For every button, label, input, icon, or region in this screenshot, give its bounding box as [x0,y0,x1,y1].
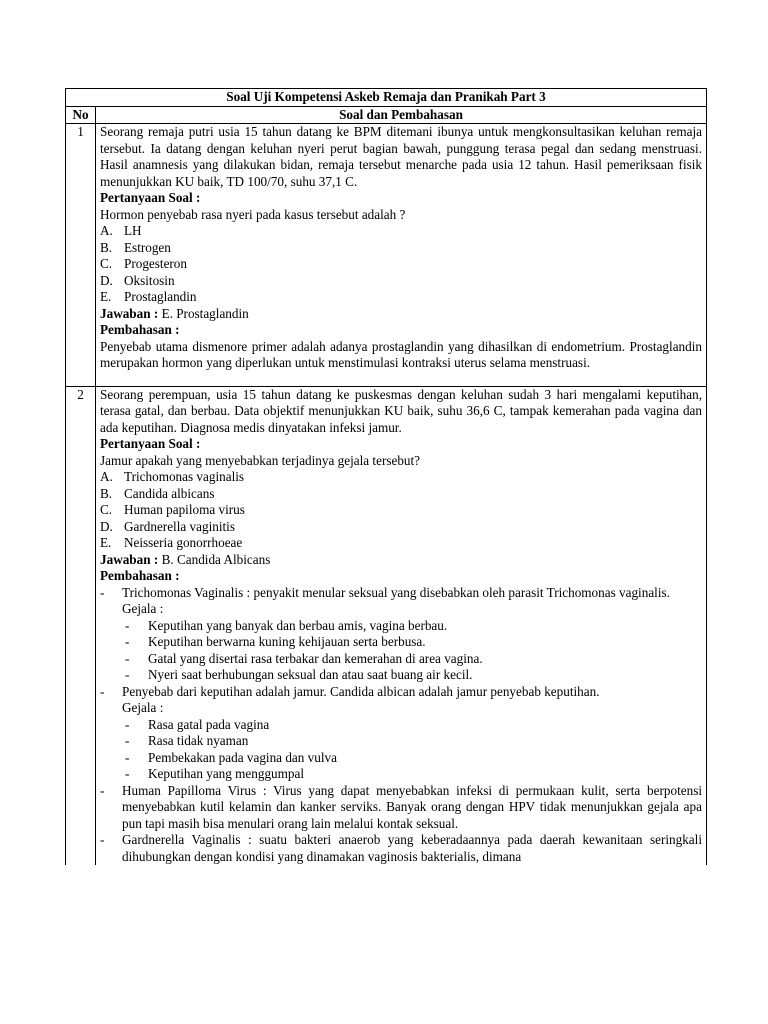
discussion-item-gardnerella [100,832,702,865]
option-letter: A. [100,223,113,238]
question-cell [96,124,707,387]
symptom-text: Gatal yang disertai rasa terbakar dan kemerahan di area vagina. [148,650,483,666]
answer-line [100,552,702,569]
answer-text: B. Candida Albicans [161,551,271,567]
option-a [100,469,702,486]
discussion-item-trichomonas [100,585,702,602]
option-text: Trichomonas vaginalis [124,469,245,484]
symptoms-label: Gejala : [122,601,164,616]
spacer [100,372,702,386]
symptom-text: Rasa tidak nyaman [148,733,249,748]
discussion-item-candida [100,684,702,701]
option-b [100,240,702,257]
bullet-dash: - [125,617,130,633]
discussion-item-text: Trichomonas Vaginalis : penyakit menular seksual yang disebabkan oleh parasit Trichomonas vaginalis. [122,584,670,600]
answer-label: Jawaban : [100,551,159,567]
discussion-item-text: Penyebab dari keputihan adalah jamur. Candida albican adalah jamur penyebab keputihan. [122,683,600,699]
question-label: Pertanyaan Soal : [100,436,201,451]
question-text: Hormon penyebab rasa nyeri pada kasus tersebut adalah ? [100,206,406,222]
header-content: Soal dan Pembahasan [96,106,707,124]
option-text: Prostaglandin [124,289,197,304]
question-text: Jamur apakah yang menyebabkan terjadinya gejala tersebut? [100,452,421,468]
option-d [100,273,702,290]
symptom-text: Nyeri saat berhubungan seksual dan atau saat buang air kecil. [148,667,473,682]
header-no: No [66,106,96,124]
symptom-text: Keputihan yang banyak dan berbau amis, vagina berbau. [148,617,448,633]
symptoms-label: Gejala : [122,700,164,715]
option-letter: E. [100,535,112,550]
question-row-2 [66,386,707,865]
option-text: Progesteron [124,256,187,271]
option-letter: C. [100,256,113,271]
bullet-dash: - [125,766,130,781]
symptom-item [100,651,702,668]
option-letter: A. [100,469,113,484]
option-letter: D. [100,272,113,288]
option-e [100,535,702,552]
question-number: 1 [66,124,96,387]
question-row-1 [66,124,707,387]
case-scenario: Seorang remaja putri usia 15 tahun datang ke BPM ditemani ibunya untuk mengkonsultasikan keluhan remaja tersebut. Ia datang dengan keluhan nyeri perut bagian bawah, punggung terasa pegal dan sedang menstruasi. Hasil anamnesis yang dilakukan bidan, remaja tersebut menarche pada usia 12 tahun. Hasil pemeriksaan fisik menunjukkan KU baik, TD 100/70, suhu 37,1 C. [100,124,702,189]
option-letter: E. [100,289,112,304]
option-c [100,502,702,519]
option-letter: C. [100,502,113,517]
question-label: Pertanyaan Soal : [100,190,201,205]
header-row [66,106,707,124]
option-text: LH [124,223,142,238]
bullet-dash: - [100,832,105,847]
answer-text: E. Prostaglandin [161,305,249,321]
option-e [100,289,702,306]
answer-label: Jawaban : [100,305,159,321]
bullet-dash: - [100,584,105,600]
bullet-dash: - [125,749,130,765]
option-c [100,256,702,273]
option-b [100,486,702,503]
discussion-text: Penyebab utama dismenore primer adalah adanya prostaglandin yang dihasilkan di endometrium. Prostaglandin merupakan hormon yang diperlukan untuk menstimulasi kontraksi uterus selama menstruasi. [100,338,702,370]
option-text: Candida albicans [124,485,215,501]
discussion-label: Pembahasan : [100,322,180,337]
symptom-text: Keputihan yang menggumpal [148,766,305,781]
option-text: Oksitosin [124,272,175,288]
symptom-text: Rasa gatal pada vagina [148,716,270,732]
question-table [65,88,707,865]
option-text: Neisseria gonorrhoeae [124,535,243,550]
symptom-item [100,733,702,750]
symptom-text: Pembekakan pada vagina dan vulva [148,749,337,765]
option-d [100,519,702,536]
bullet-dash: - [100,683,105,699]
discussion-item-text: Gardnerella Vaginalis : suatu bakteri anaerob yang keberadaannya pada daerah kewanitaan seringkali dihubungkan dengan kondisi yang dinamakan vaginosis bakterialis, dimana [122,832,702,864]
document-title: Soal Uji Kompetensi Askeb Remaja dan Pranikah Part 3 [66,89,707,107]
symptom-text: Keputihan berwarna kuning kehijauan serta berbusa. [148,634,426,649]
symptom-item [100,667,702,684]
symptom-item [100,618,702,635]
discussion-item-text: Human Papilloma Virus : Virus yang dapat menyebabkan infeksi di permukaan kulit, serta berpotensi menyebabkan kutil kelamin dan kanker serviks. Banyak orang dengan HPV tidak menunjukkan gejala apa pun tapi masih bisa menulari orang lain melalui kontak seksual. [122,782,702,831]
bullet-dash: - [125,716,130,732]
option-text: Estrogen [124,239,171,255]
symptom-item [100,766,702,783]
question-cell [96,386,707,865]
discussion-label: Pembahasan : [100,568,180,583]
option-letter: B. [100,239,113,255]
bullet-dash: - [125,634,130,649]
case-scenario: Seorang perempuan, usia 15 tahun datang ke puskesmas dengan keluhan sudah 3 hari mengalami keputihan, terasa gatal, dan berbau. Data objektif menunjukkan KU baik, suhu 36,6 C, tampak kemerahan pada vagina dan ada keputihan. Diagnosa medis dinyatakan infeksi jamur. [100,386,702,435]
option-text: Human papiloma virus [124,502,245,517]
option-letter: D. [100,518,113,534]
title-row [66,89,707,107]
question-number: 2 [66,386,96,865]
option-text: Gardnerella vaginitis [124,518,235,534]
bullet-dash: - [125,667,130,682]
symptom-item [100,717,702,734]
bullet-dash: - [100,782,105,798]
option-letter: B. [100,485,113,501]
answer-line [100,306,702,323]
symptom-item [100,750,702,767]
discussion-item-hpv [100,783,702,833]
bullet-dash: - [125,733,130,748]
option-a [100,223,702,240]
symptom-item [100,634,702,651]
bullet-dash: - [125,650,130,666]
